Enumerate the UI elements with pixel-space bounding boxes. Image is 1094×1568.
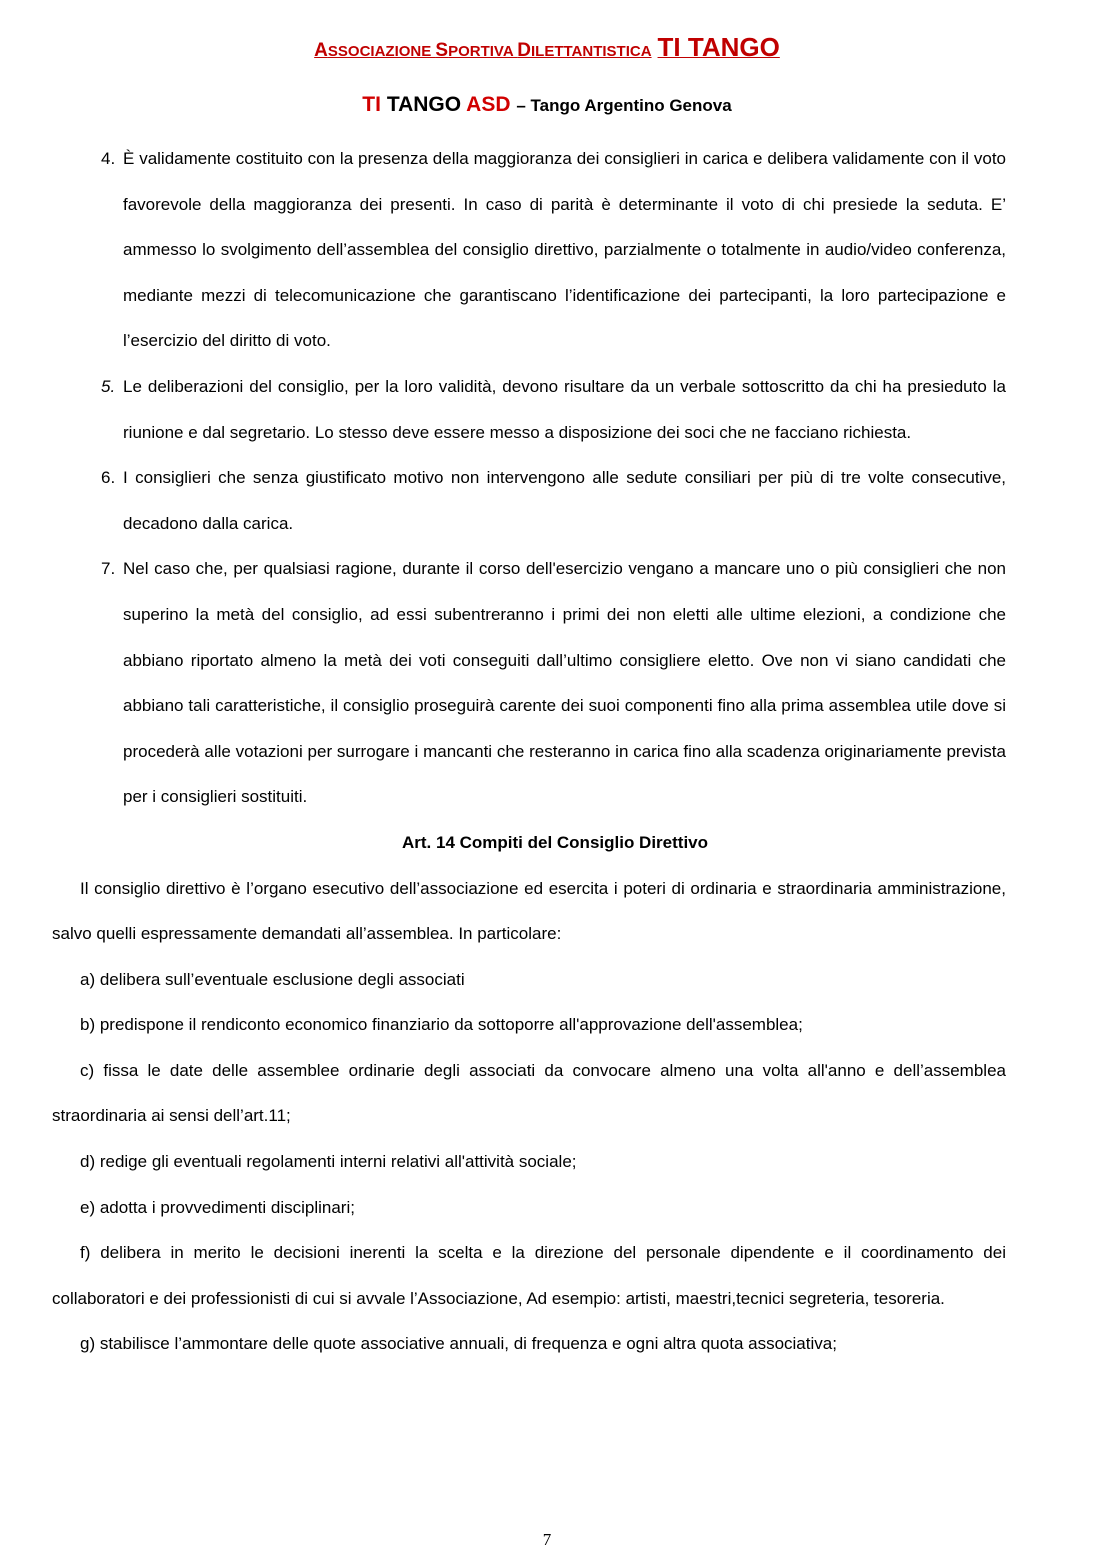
article-point: b) predispone il rendiconto economico finanziario da sottoporre all'approvazione dell'assemblea;: [80, 1015, 803, 1035]
association-name-part: SSOCIAZIONE: [327, 43, 436, 60]
association-name-part: ILETTANTISTICA: [531, 43, 652, 60]
list-item-number: 7.: [101, 559, 116, 579]
article-point: g) stabilisce l’ammontare delle quote associative annuali, di frequenza e ogni altra quota associativa;: [80, 1334, 837, 1354]
list-item: [52, 364, 1006, 455]
document-header: [0, 30, 1094, 119]
list-item-text: I consiglieri che senza giustificato motivo non intervengono alle sedute consiliari per più di tre volte consecutive, decadono dalla carica.: [123, 468, 1006, 533]
article-point: f) delibera in merito le decisioni inerenti la scelta e la direzione del personale dipendente e il coordinamento dei collaboratori e dei professionisti di cui si avvale l’Associazione, Ad esempio: artisti, maestri,tecnici segreteria, tesoreria.: [52, 1243, 1006, 1308]
subtitle-asd: ASD: [466, 93, 511, 116]
list-item-text: È validamente costituito con la presenza della maggioranza dei consiglieri in carica e delibera validamente con il voto favorevole della maggioranza dei presenti. In caso di parità è determinante il voto di chi presiede la seduta. E’ ammesso lo svolgimento dell’assemblea del consiglio direttivo, parzialmente o totalmente in audio/video conferenza, mediante mezzi di telecomunicazione che garantiscano l’identificazione dei partecipanti, la loro partecipazione e l’esercizio del diritto di voto.: [123, 149, 1006, 351]
association-name-part: A: [314, 40, 328, 61]
list-item-number: 4.: [101, 149, 116, 168]
list-item: [52, 546, 1006, 820]
list-item-text: Nel caso che, per qualsiasi ragione, durante il corso dell'esercizio vengano a mancare uno o più consiglieri che non superino la metà del consiglio, ad essi subentreranno i primi dei non eletti alle ultime elezioni, a condizione che abbiano riportato almeno la metà dei voti conseguiti dall’ultimo consigliere eletto. Ove non vi siano candidati che abbiano tali caratteristiche, il consiglio proseguirà carente dei suoi componenti fino alla prima assemblea utile dove si procederà alle votazioni per surrogare i mancanti che resteranno in carica fino alla scadenza originariamente prevista per i consiglieri sostituiti.: [123, 559, 1006, 807]
association-brand: TI TANGO: [657, 32, 780, 62]
article-point: c) fissa le date delle assemblee ordinarie degli associati da convocare almeno una volta all'anno e dell’assemblea straordinaria ai sensi dell’art.11;: [52, 1060, 1006, 1126]
article-point: a) delibera sull’eventuale esclusione degli associati: [80, 969, 465, 989]
subtitle-ti: TI: [362, 93, 381, 116]
document-body: [52, 136, 1006, 1367]
subtitle-description: – Tango Argentino Genova: [516, 96, 732, 115]
list-item-number: 6.: [101, 468, 116, 488]
list-item: [52, 455, 1006, 546]
article-intro: Il consiglio direttivo è l’organo esecutivo dell’associazione ed esercita i poteri di ordinaria e straordinaria amministrazione, salvo quelli espressamente demandati all’assemblea. In particolare:: [52, 878, 1006, 944]
list-item-number: 5.: [101, 376, 116, 396]
article-point: d) redige gli eventuali regolamenti interni relativi all'attività sociale;: [80, 1152, 577, 1172]
subtitle-tango: TANGO: [386, 93, 462, 116]
list-item: [52, 136, 1006, 364]
association-name-part: PORTIVA: [448, 43, 518, 60]
article-title: Art. 14 Compiti del Consiglio Direttivo: [401, 832, 709, 852]
list-item-text: Le deliberazioni del consiglio, per la loro validità, devono risultare da un verbale sottoscritto da chi ha presieduto la riunione e dal segretario. Lo stesso deve essere messo a disposizione dei soci che ne facciano richiesta.: [123, 376, 1006, 442]
association-name-part: S: [435, 40, 449, 61]
association-name: [0, 30, 1094, 69]
document-subtitle: [0, 92, 1094, 119]
page-number: 7: [542, 1530, 552, 1549]
article-point: e) adotta i provvedimenti disciplinari;: [80, 1197, 355, 1217]
association-name-part: D: [517, 40, 531, 61]
